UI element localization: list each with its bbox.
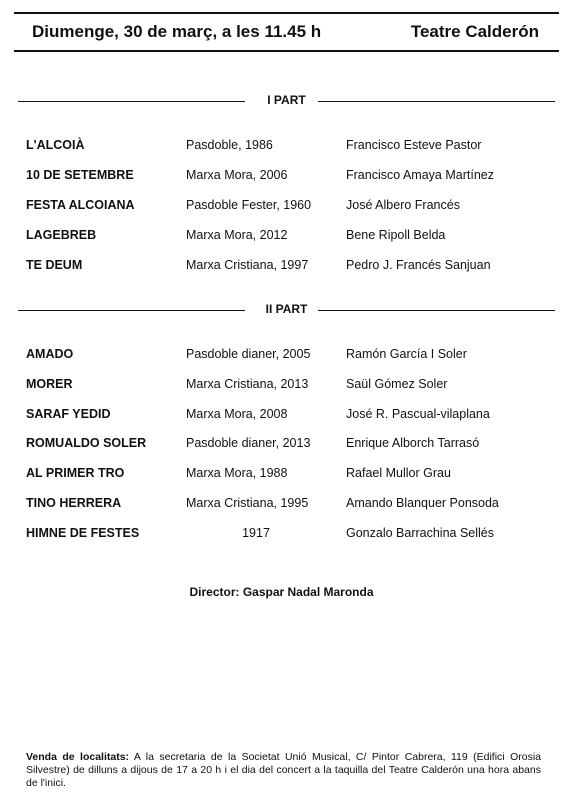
piece-composer: Saül Gómez Soler <box>346 377 448 391</box>
piece-composer: Pedro J. Francés Sanjuan <box>346 258 491 272</box>
piece-title: HIMNE DE FESTES <box>26 526 140 540</box>
piece-title: LAGEBREB <box>26 228 97 242</box>
part1-title: I PART <box>267 93 306 107</box>
part2-title: II PART <box>265 302 308 316</box>
piece-genre: Pasdoble Fester, 1960 <box>186 198 312 212</box>
program-row <box>0 198 563 216</box>
piece-composer: José Albero Francés <box>346 198 460 212</box>
piece-composer: Gonzalo Barrachina Sellés <box>346 526 494 540</box>
piece-genre: Pasdoble dianer, 2013 <box>186 436 311 450</box>
piece-genre: Marxa Cristiana, 1997 <box>186 258 309 272</box>
piece-genre: Marxa Mora, 2012 <box>186 228 288 242</box>
part1-heading <box>18 92 555 112</box>
piece-genre: Pasdoble, 1986 <box>186 138 273 152</box>
program-row <box>0 347 563 365</box>
piece-composer: Rafael Mullor Grau <box>346 466 451 480</box>
piece-title: AL PRIMER TRO <box>26 466 125 480</box>
ticket-sales-info <box>26 751 541 790</box>
piece-genre: Marxa Cristiana, 2013 <box>186 377 309 391</box>
piece-composer: Amando Blanquer Ponsoda <box>346 496 499 510</box>
divider-line <box>318 310 555 311</box>
program-row <box>0 407 563 425</box>
piece-genre: Marxa Mora, 2008 <box>186 407 288 421</box>
part2-heading <box>18 301 555 321</box>
program-row <box>0 466 563 484</box>
piece-composer: Francisco Amaya Martínez <box>346 168 494 182</box>
piece-composer: José R. Pascual-vilaplana <box>346 407 490 421</box>
piece-genre: 1917 <box>242 526 270 540</box>
ticket-sales-text: A la secretaria de la Societat Unió Musical, C/ Pintor Cabrera, 119 (Edifici Orosia Silvestre) de dilluns a dijous de 17 a 20 h i el dia del concert a la taquilla del Teatre Calderón una hora abans de l'inici. <box>26 751 541 789</box>
concert-header <box>14 12 559 52</box>
concert-venue: Teatre Calderón <box>410 22 539 41</box>
piece-genre: Marxa Mora, 2006 <box>186 168 288 182</box>
piece-genre: Marxa Mora, 1988 <box>186 466 288 480</box>
divider-line <box>318 101 555 102</box>
program-row <box>0 496 563 514</box>
piece-title: FESTA ALCOIANA <box>26 198 135 212</box>
program-row <box>0 258 563 276</box>
program-row <box>0 526 563 544</box>
concert-date: Diumenge, 30 de març, a les 11.45 h <box>32 22 322 41</box>
ticket-sales-label: Venda de localitats: <box>26 751 130 763</box>
piece-title: 10 DE SETEMBRE <box>26 168 134 182</box>
piece-composer: Francisco Esteve Pastor <box>346 138 482 152</box>
piece-title: AMADO <box>26 347 74 361</box>
piece-composer: Ramón García I Soler <box>346 347 467 361</box>
piece-title: L'ALCOIÀ <box>26 138 85 152</box>
director-credit: Director: Gaspar Nadal Maronda <box>189 585 374 599</box>
piece-title: TINO HERRERA <box>26 496 122 510</box>
piece-title: ROMUALDO SOLER <box>26 436 147 450</box>
piece-genre: Pasdoble dianer, 2005 <box>186 347 311 361</box>
program-row <box>0 377 563 395</box>
piece-composer: Bene Ripoll Belda <box>346 228 446 242</box>
piece-genre: Marxa Cristiana, 1995 <box>186 496 309 510</box>
program-row <box>0 138 563 156</box>
program-row <box>0 228 563 246</box>
program-row <box>0 436 563 454</box>
program-row <box>0 168 563 186</box>
piece-title: MORER <box>26 377 73 391</box>
piece-title: SARAF YEDID <box>26 407 111 421</box>
piece-composer: Enrique Alborch Tarrasó <box>346 436 480 450</box>
piece-title: TE DEUM <box>26 258 83 272</box>
